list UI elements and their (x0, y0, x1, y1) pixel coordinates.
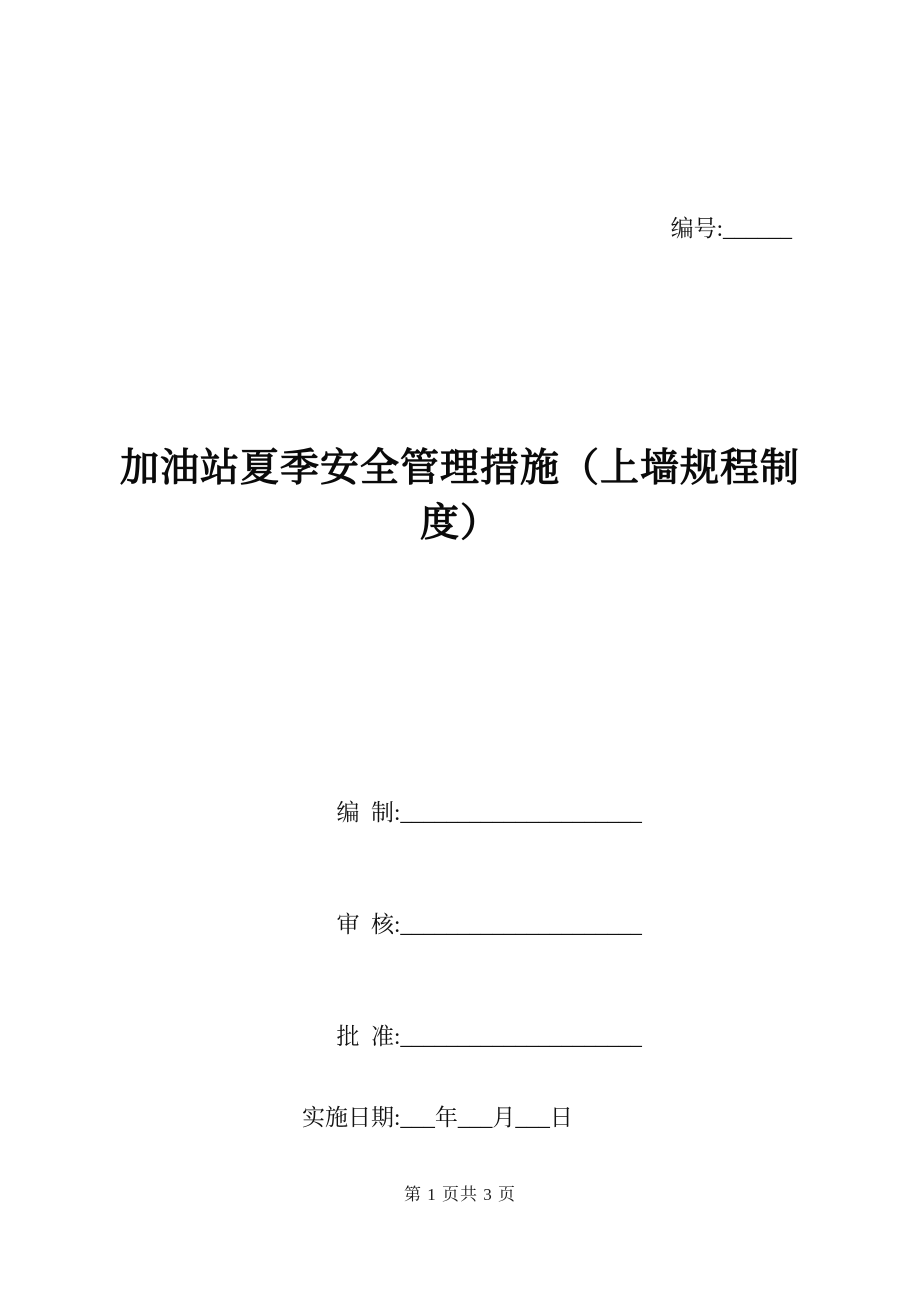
form-row-reviewed-by (302, 878, 642, 971)
form-row-reviewed-by-label: 审 核: (336, 912, 401, 937)
form-row-compiled-by (302, 766, 642, 859)
form-row-implementation-date: 实施日期:___年___月___日 (302, 1105, 573, 1130)
page-title-line-1: 加油站夏季安全管理措施（上墙规程制 (119, 447, 800, 490)
form-row-approved-by-label: 批 准: (336, 1024, 401, 1049)
signoff-form-block (302, 766, 642, 1133)
page-title (0, 441, 920, 551)
form-row-compiled-by-blank: _____________________ (400, 800, 642, 825)
form-row-approved-by-blank: _____________________ (400, 1024, 642, 1049)
form-row-approved-by (302, 990, 642, 1083)
page-title-line-2: 度） (419, 502, 500, 545)
document-number-field: 编号:______ (670, 216, 792, 241)
form-row-reviewed-by-blank: _____________________ (400, 912, 642, 937)
form-row-compiled-by-label: 编 制: (336, 800, 401, 825)
page-number-footer: 第 1 页共 3 页 (404, 1185, 516, 1204)
